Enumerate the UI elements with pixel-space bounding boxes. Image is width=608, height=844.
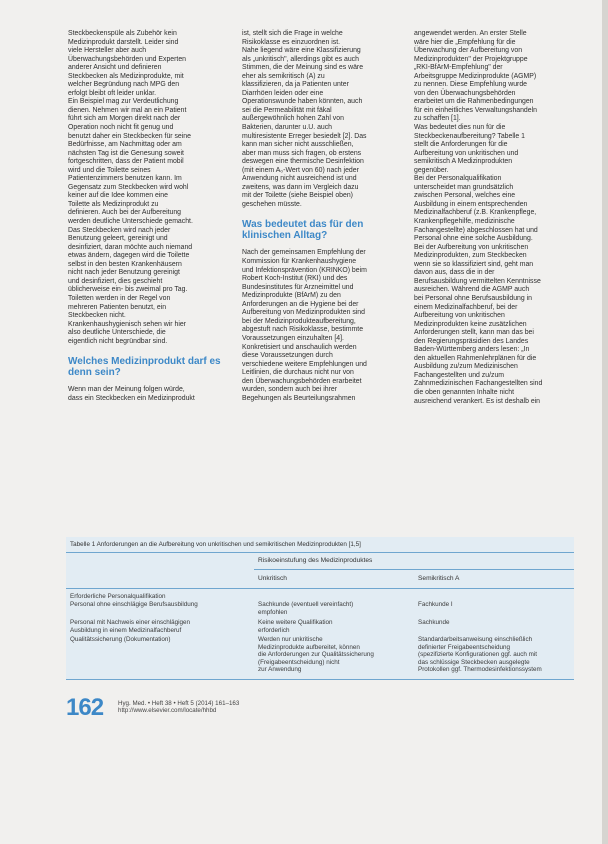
- page-number: 162: [66, 694, 104, 721]
- column-3-body: angewendet werden. An erster Stelle wäre hier die „Empfehlung für die Überwachung der Aufbereitung von Medizinprodukten" der Projektgruppe „RKI-BfArM-Empfehlung" der Arbeitsgruppe Medizinprodukte (AGMP) zu nennen. Diese Empfehlung wurde von den Überwachungsbehörden erarbeitet um die Rahmenbedingungen für ein einheitliches Verwaltungshandeln zu schaffen [1]. Was bedeutet dies nun für die Steckbeckenaufbereitung? Tabelle 1 stellt die Anforderungen für die Aufbereitung von unkritischen und semikritisch A Medizinprodukten gegenüber. Bei der Personalqualifikation unterscheidet man grundsätzlich zwischen Personal, welches eine Ausbildung in einem entsprechenden Medizinalfachberuf (z.B. Krankenpflege, Krankenpflegehilfe, medizinische Fachangestellte) abgeschlossen hat und Personal ohne eine solche Ausbildung. Bei der Aufbereitung von unkritischen Medizinprodukten, zum Steckbecken wenn sie so klassifiziert sind, geht man davon aus, dass die in der Berufsausbildung vermittelten Kenntnisse ausreichen. Während die AGMP auch bei Personal ohne Berufsausbildung in einem Medizinalfachberuf, bei der Aufbereitung von unkritischen Medizinprodukten keine zusätzlichen Anforderungen stellt, kann man das bei den Regierungspräsidien des Landes Baden-Württemberg anders lesen: „In den aktuellen Rahmenlehrplänen für die Ausbildung zu/zum Medizinischen Fachangestellten und zu/zum Zahnmedizinischen Fachangestellten sind die oben genannten Inhalte nicht ausreichend verankert. Es ist deshalb ein: [414, 30, 543, 405]
- column-2-body: ist, stellt sich die Frage in welche Risikoklasse es einzuordnen ist. Nahe liegend wäre eine Klassifizierung als „unkritisch", allerdings gibt es auch Stimmen, die der Meinung sind es wäre eher als semikritisch (A) zu klassifizieren, da ja Patienten unter Diarrhöen leiden oder eine Operationswunde haben könnten, auch sei die Permeabilität mit fäkal außergewöhnlich hohen Zahl von Bakterien, darunter u.U. auch multiresistente Erreger besiedelt [2]. Das kann man sicher nicht ausschließen, aber man muss sich fragen, ob erstens deswegen eine thermische Desinfektion (mit einem A₀-Wert von 60) nach jeder Anwendung nicht ausreichend ist und zweitens, was dann im Vergleich dazu mit der Toilette (siehe Beispiel oben) geschehen müsste.: [242, 30, 367, 208]
- table-rule-group: [254, 569, 574, 570]
- table-col-semikritisch: Semikritisch A: [418, 575, 460, 582]
- table-cell-semikritisch-1: Fachkunde I: [418, 601, 453, 608]
- table-rule-header: [66, 588, 574, 589]
- table-cell-unkritisch-3: Werden nur unkritische Medizinprodukte aufbereitet, können die Anforderungen zur Qualitätssicherung (Freigabeentscheidung) nicht zur Anwendung: [258, 636, 374, 674]
- table-col-unkritisch: Unkritisch: [258, 575, 287, 582]
- footer-citation: Hyg. Med. • Heft 38 • Heft 5 (2014) 161–163: [118, 700, 240, 707]
- table-cell-semikritisch-3: Standardarbeitsanweisung einschließlich definierter Freigabeentscheidung (spezifizierte Konfigurationen ggf. auch mit das schlüssige Steckbecken ausgelegte Protokollen ggf. Thermodesinfektionssystem: [418, 636, 542, 674]
- text-column-1: [68, 30, 226, 403]
- section-heading-medizinprodukt: Welches Medizinprodukt darf es denn sein?: [68, 356, 221, 379]
- page-edge-shadow: [602, 0, 608, 844]
- footer-url: http://www.elsevier.com/locate/hhbd: [118, 707, 217, 715]
- table-row-label-qualitaetssicherung: Qualitätssicherung (Dokumentation): [70, 636, 171, 643]
- column-1-body: Steckbeckenspüle als Zubehör kein Medizinprodukt darstellt. Leider sind viele Hersteller aber auch Überwachungsbehörden und Experten anderer Ansicht und definieren Steckbecken als Medizinprodukte, mit welcher Begründung nach MPG den erfolgt bleibt oft leider unklar. Ein Beispiel mag zur Verdeutlichung dienen. Nehmen wir mal an ein Patient führt sich am Morgen direkt nach der Operation noch nicht fit genug und benutzt daher ein Steckbecken für seine Bedürfnisse, am Nachmittag oder am nächsten Tag ist die Genesung soweit fortgeschritten, dass der Patient mobil wird und die Toilette seines Patientenzimmers benutzen kann. Im Gegensatz zum Steckbecken wird wohl keiner auf die Idee kommen eine Toilette als Medizinprodukt zu definieren. Auch bei der Aufbereitung werden deutliche Unterschiede gemacht. Das Steckbecken wird nach jeder Benutzung geleert, gereinigt und desinfiziert, daran möchte auch niemand etwas ändern, dagegen wird die Toilette selbst in den besten Krankenhäusern nicht nach jeder Benutzung gereinigt und desinfiziert, dies geschieht üblicherweise ein- bis zweimal pro Tag. Toiletten werden in der Regel von mehreren Patienten benutzt, ein Steckbecken nicht. Krankenhaushygienisch sehen wir hier also deutliche Unterschiede, die eigentlich nicht begründbar sind.: [68, 30, 193, 345]
- table-row-label-mit-ausbildung: Personal mit Nachweis einer einschlägigen Ausbildung in einem Medizinalfachberuf: [70, 619, 191, 634]
- table-cell-unkritisch-2: Keine weitere Qualifikation erforderlich: [258, 619, 333, 634]
- table-rule-top: [66, 552, 574, 553]
- column-2-body-continued: Nach der gemeinsamen Empfehlung der Kommission für Krankenhaushygiene und Infektionsprävention (KRINKO) beim Robert Koch-Institut (RKI) und des Bundesinstitutes für Arzneimittel und Medizinprodukte (BfArM) zu den Anforderungen an die Hygiene bei der Aufbereitung von Medizinprodukten sind bei der Medizinprodukteaufbereitung, abgestuft nach Risikoklasse, bestimmte Voraussetzungen einzuhalten [4]. Konkretisiert und anschaulich werden diese Voraussetzungen durch verschiedene weitere Empfehlungen und Leitlinien, die durchaus nicht nur von den Überwachungsbehörden erarbeitet wurden, sondern auch bei ihrer Begehungen als Beurteilungsrahmen: [242, 249, 367, 402]
- text-column-2: [242, 30, 400, 403]
- table-caption: Tabelle 1 Anforderungen an die Aufbereitung von unkritischen und semikritischen Medizinprodukten [1,5]: [70, 541, 361, 548]
- section-heading-klinischer-alltag: Was bedeutet das für den klinischen Alltag?: [242, 219, 364, 242]
- table-row-label-ohne-ausbildung: Personal ohne einschlägige Berufsausbildung: [70, 601, 198, 608]
- table-row-label-qualifikation: Erforderliche Personalqualifikation: [70, 593, 166, 600]
- table-group-header: Risikoeinstufung des Medizinproduktes: [258, 557, 373, 564]
- table-cell-semikritisch-2: Sachkunde: [418, 619, 450, 626]
- column-1-body-continued: Wenn man der Meinung folgen würde, dass ein Steckbecken ein Medizinprodukt: [68, 386, 195, 402]
- table-cell-unkritisch-1: Sachkunde (eventuell vereinfacht) empfohlen: [258, 601, 354, 616]
- footer-citation-block: [118, 700, 239, 715]
- table-rule-bottom: [66, 679, 574, 680]
- text-column-3: [414, 30, 572, 406]
- table-1: [66, 537, 574, 680]
